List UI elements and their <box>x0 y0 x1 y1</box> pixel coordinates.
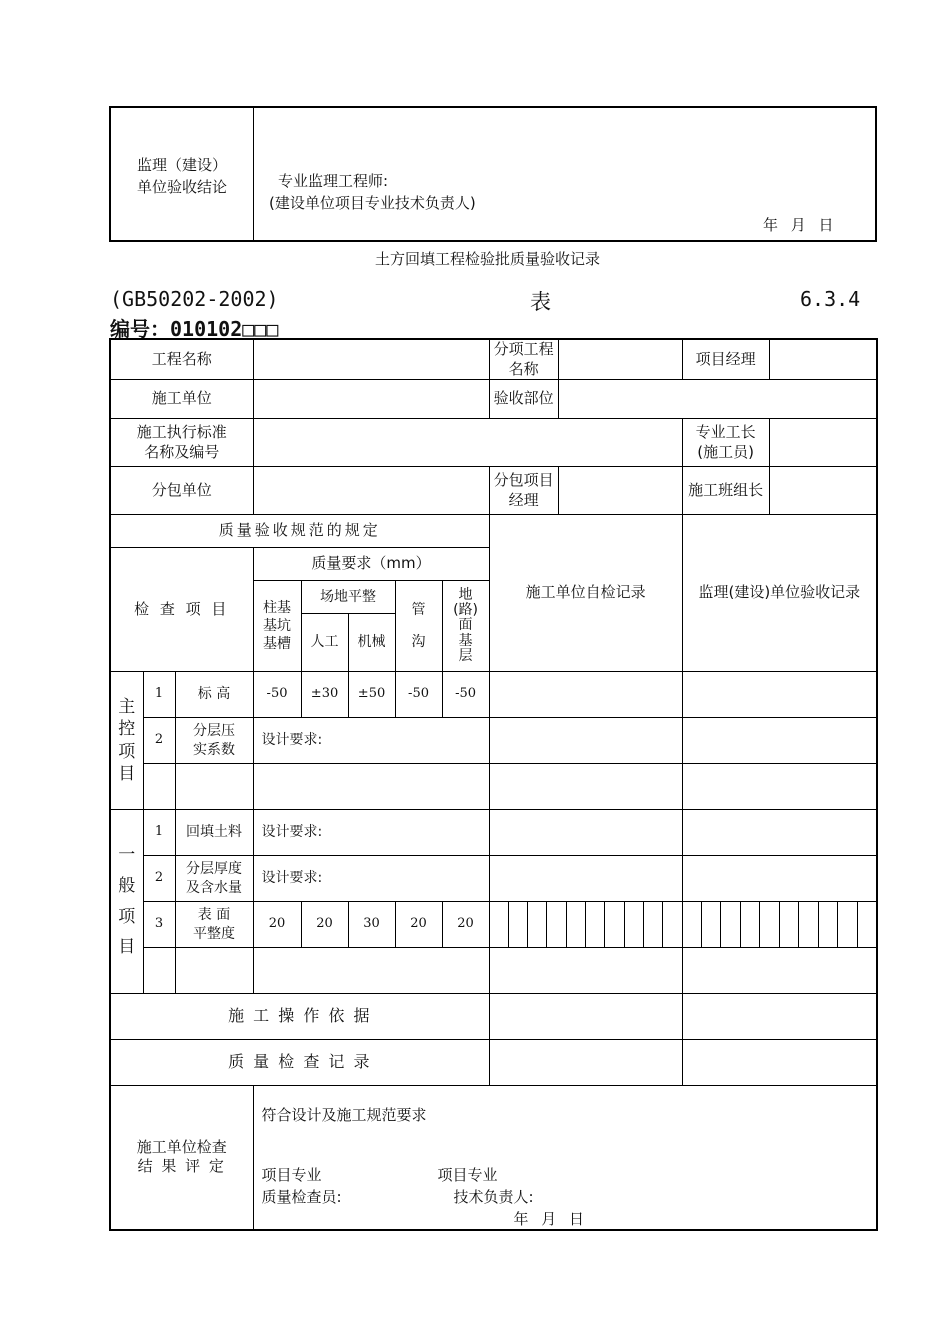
general-char1: 一 <box>118 845 136 866</box>
main-control-char4: 目 <box>118 763 136 784</box>
general-char2: 般 <box>118 875 136 896</box>
standard-name-value[interactable] <box>253 419 682 467</box>
project-name-value[interactable] <box>253 339 489 380</box>
operation-basis-self[interactable] <box>489 994 682 1040</box>
sub-project-name-value[interactable] <box>558 339 682 380</box>
self-check-heading: 施工单位自检记录 <box>489 515 682 672</box>
project-manager-label: 项目经理 <box>682 339 769 380</box>
general-row2-supervisor[interactable] <box>682 856 877 902</box>
general-row3-value-1: 20 <box>253 902 301 948</box>
sub-pm-value[interactable] <box>558 467 682 515</box>
general-row3-item-line1: 表 面 <box>197 907 231 924</box>
main-row3-no <box>143 764 175 810</box>
standard-code: (GB50202-2002) <box>110 287 279 311</box>
main-row1-value-5: -50 <box>442 672 489 718</box>
general-row1-supervisor[interactable] <box>682 810 877 856</box>
general-row3-self-check-grid[interactable] <box>489 902 682 948</box>
site-level-heading: 场地平整 <box>301 581 395 614</box>
col-pit-line1: 柱基 <box>263 599 292 616</box>
operation-basis-supervisor[interactable] <box>682 994 877 1040</box>
supervision-date: 年 月 日 <box>763 216 838 234</box>
foreman-value[interactable] <box>769 419 877 467</box>
main-control-char1: 主 <box>118 697 136 718</box>
subcontractor-value[interactable] <box>253 467 489 515</box>
general-row3-no: 3 <box>143 902 175 948</box>
general-row3-value-5: 20 <box>442 902 489 948</box>
evaluation-label <box>110 1086 253 1230</box>
evaluation-content[interactable] <box>253 1086 877 1230</box>
main-row2-self-check[interactable] <box>489 718 682 764</box>
evaluation-date: 年 月 日 <box>513 1210 589 1228</box>
main-row2-item-line1: 分层压 <box>193 723 235 740</box>
main-row2-no: 2 <box>143 718 175 764</box>
main-row2-item-line2: 实系数 <box>193 741 235 758</box>
inspection-part-label: 验收部位 <box>489 380 558 419</box>
col-pit-line2: 基坑 <box>263 617 292 634</box>
main-row1-supervisor[interactable] <box>682 672 877 718</box>
general-row1-self-check[interactable] <box>489 810 682 856</box>
main-control-char2: 控 <box>118 719 136 740</box>
general-row2-item <box>175 856 253 902</box>
main-control-label <box>110 672 143 810</box>
qc-label-line2: 质量检查员: <box>261 1188 342 1206</box>
quality-record-label: 质 量 检 查 记 录 <box>110 1040 489 1086</box>
supervisor-record-heading: 监理(建设)单位验收记录 <box>682 515 877 672</box>
pipe-heading <box>395 581 442 672</box>
general-row2-self-check[interactable] <box>489 856 682 902</box>
check-items-heading: 检 查 项 目 <box>110 548 253 672</box>
supervision-label-cell <box>111 108 254 240</box>
supervision-label-line2: 单位验收结论 <box>136 178 227 196</box>
main-row1-value-3: ±50 <box>348 672 395 718</box>
supervision-engineer: 专业监理工程师: <box>278 172 389 190</box>
general-row3-item-line2: 平整度 <box>193 925 235 942</box>
general-row4-requirement <box>253 948 489 994</box>
evaluation-conclusion: 符合设计及施工规范要求 <box>261 1106 427 1124</box>
general-row1-no: 1 <box>143 810 175 856</box>
machine-heading: 机械 <box>348 614 395 672</box>
main-row1-self-check[interactable] <box>489 672 682 718</box>
standard-name-line2: 名称及编号 <box>144 442 220 461</box>
general-char4: 目 <box>118 937 136 958</box>
general-row2-requirement: 设计要求: <box>253 856 489 902</box>
standard-name-line1: 施工执行标准 <box>136 423 227 441</box>
tech-label-line1: 项目专业 <box>437 1166 498 1184</box>
general-row3-item <box>175 902 253 948</box>
road-line4: 基 <box>458 632 473 649</box>
general-row4-item <box>175 948 253 994</box>
qc-label-line1: 项目专业 <box>261 1166 322 1184</box>
general-row3-value-4: 20 <box>395 902 442 948</box>
foreman-line2: (施工员) <box>697 442 754 461</box>
sub-project-name-label: 分项工程名称 <box>489 339 558 380</box>
general-row4-self-check[interactable] <box>489 948 682 994</box>
general-row1-requirement: 设计要求: <box>253 810 489 856</box>
main-row3-supervisor[interactable] <box>682 764 877 810</box>
general-char3: 项 <box>118 906 136 927</box>
standard-name-label <box>110 419 253 467</box>
road-base-heading <box>442 581 489 672</box>
foreman-line1: 专业工长 <box>695 423 756 441</box>
col-pit-heading <box>253 581 301 672</box>
supervision-label-line1: 监理（建设） <box>136 156 227 174</box>
project-manager-value[interactable] <box>769 339 877 380</box>
manual-heading: 人工 <box>301 614 348 672</box>
pipe-line2: 沟 <box>411 634 426 650</box>
main-row3-self-check[interactable] <box>489 764 682 810</box>
record-number: 编号：010102□□□ <box>110 317 279 341</box>
evaluation-line2: 结 果 评 定 <box>137 1157 226 1176</box>
team-leader-label: 施工班组长 <box>682 467 769 515</box>
general-row3-supervisor-grid[interactable] <box>682 902 877 948</box>
inspection-record-table <box>109 338 878 1231</box>
main-row1-value-1: -50 <box>253 672 301 718</box>
quality-record-self[interactable] <box>489 1040 682 1086</box>
operation-basis-label: 施 工 操 作 依 据 <box>110 994 489 1040</box>
evaluation-line1: 施工单位检查 <box>136 1137 227 1156</box>
main-row2-requirement: 设计要求: <box>253 718 489 764</box>
col-pit-line3: 基槽 <box>263 636 292 653</box>
table-word: 表 <box>530 290 551 314</box>
main-row1-item: 标 高 <box>175 672 253 718</box>
general-row4-no <box>143 948 175 994</box>
main-row2-item <box>175 718 253 764</box>
subcontractor-label: 分包单位 <box>110 467 253 515</box>
quality-record-supervisor[interactable] <box>682 1040 877 1086</box>
general-row3-value-2: 20 <box>301 902 348 948</box>
owner-tech-rep: (建设单位项目专业技术负责人) <box>269 194 476 212</box>
table-number: 6.3.4 <box>800 287 861 311</box>
sub-pm-label: 分包项目经理 <box>489 467 558 515</box>
pipe-line1: 管 <box>411 601 426 618</box>
supervision-conclusion-box <box>109 106 877 242</box>
quality-req-heading: 质量要求（mm） <box>253 548 489 581</box>
main-control-char3: 项 <box>118 741 136 762</box>
general-row1-item: 回填土料 <box>175 810 253 856</box>
road-line5: 层 <box>458 648 473 665</box>
spec-rules-heading: 质量验收规范的规定 <box>110 515 489 548</box>
construction-unit-value[interactable] <box>253 380 489 419</box>
project-name-label: 工程名称 <box>110 339 253 380</box>
general-row3-value-3: 30 <box>348 902 395 948</box>
inspection-part-value[interactable] <box>558 380 877 419</box>
general-label <box>110 810 143 994</box>
road-line3: 面 <box>458 617 473 634</box>
main-row1-no: 1 <box>143 672 175 718</box>
team-leader-value[interactable] <box>769 467 877 515</box>
road-line2: (路) <box>453 601 479 618</box>
tech-label-line2: 技术负责人: <box>453 1188 534 1206</box>
construction-unit-label: 施工单位 <box>110 380 253 419</box>
main-row2-supervisor[interactable] <box>682 718 877 764</box>
main-row3-requirement <box>253 764 489 810</box>
main-row1-value-2: ±30 <box>301 672 348 718</box>
general-row2-item-line2: 及含水量 <box>186 879 242 896</box>
general-row4-supervisor[interactable] <box>682 948 877 994</box>
general-row2-no: 2 <box>143 856 175 902</box>
foreman-label <box>682 419 769 467</box>
main-row3-item <box>175 764 253 810</box>
road-line1: 地 <box>458 586 473 603</box>
document-title: 土方回填工程检验批质量验收记录 <box>374 250 600 268</box>
general-row2-item-line1: 分层厚度 <box>186 861 242 878</box>
main-row1-value-4: -50 <box>395 672 442 718</box>
